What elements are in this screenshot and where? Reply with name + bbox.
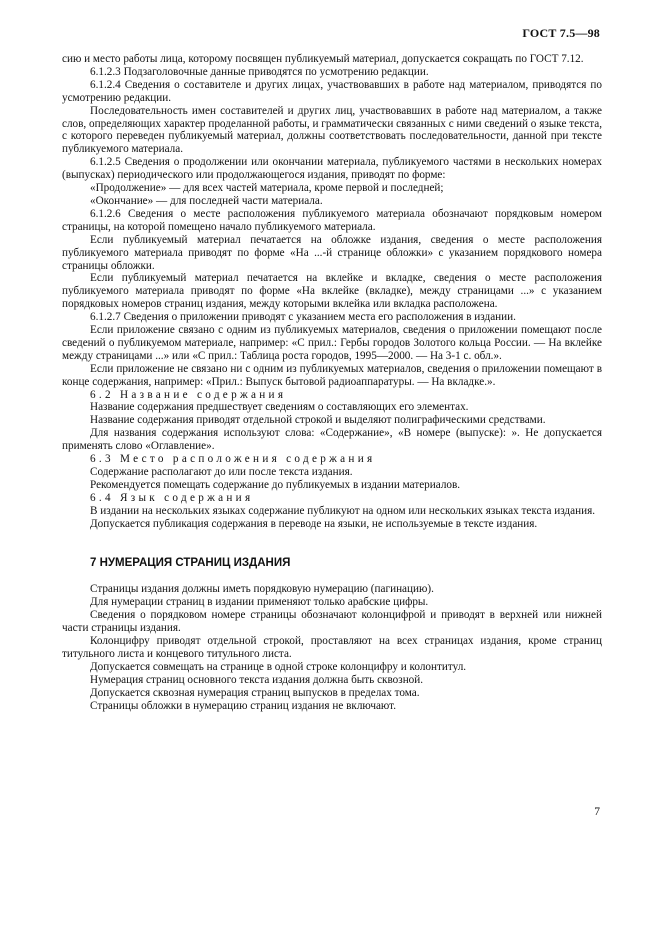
- paragraph: Если публикуемый материал печатается на обложке издания, сведения о месте расположения публикуемого материала приводят по форме «На ...-й странице обложки» с указанием порядкового номера страницы обложки.: [62, 233, 602, 272]
- section-title: 7 НУМЕРАЦИЯ СТРАНИЦ ИЗДАНИЯ: [90, 556, 291, 569]
- paragraph: Название содержания предшествует сведениям о составляющих его элементах.: [90, 401, 469, 414]
- paragraph: Нумерация страниц основного текста издания должна быть сквозной.: [90, 673, 424, 686]
- paragraph: Название содержания приводят отдельной строкой и выделяют полиграфическими средствами.: [90, 414, 546, 427]
- paragraph: В издании на нескольких языках содержание публикуют на одном или нескольких языках текста издания.: [90, 504, 596, 517]
- standard-header: ГОСТ 7.5—98: [522, 26, 600, 40]
- paragraph: Для нумерации страниц в издании применяют только арабские цифры.: [90, 596, 429, 609]
- paragraph: Если публикуемый материал печатается на вклейке и вкладке, сведения о месте расположения публикуемого материала приводят по форме «На вклейке (вкладке), между страницами ...» с указанием порядковых номеров страниц издания, между которыми вклейка или вкладка расположена.: [62, 272, 602, 311]
- paragraph: 6.1.2.4 Сведения о составителе и других лицах, участвовавших в работе над материалом, приводятся по усмотрению редакции.: [62, 78, 602, 104]
- paragraph: 6.1.2.6 Сведения о месте расположения публикуемого материала обозначают порядковым номером страницы, на которой помещено начало публикуемого материала.: [62, 207, 602, 233]
- page-number: 7: [594, 806, 600, 818]
- paragraph: Рекомендуется помещать содержание до публикуемых в издании материалов.: [90, 478, 461, 491]
- body-text: [62, 53, 602, 713]
- paragraph: Колонцифру приводят отдельной строкой, проставляют на всех страницах издания, кроме страниц титульного листа и концевого титульного листа.: [62, 635, 602, 660]
- paragraph: «Окончание» — для последней части материала.: [90, 194, 323, 207]
- paragraph: Если приложение связано с одним из публикуемых материалов, сведения о приложении помещают после сведений о публикуемом материале, например: «С прил.: Гербы городов Золотого кольца России. — На вклейке между страницами ...» или «С прил.: Таблица роста городов, 1995—2000. — На 3-1 с. обл.».: [62, 324, 602, 362]
- paragraph: «Продолжение» — для всех частей материала, кроме первой и последней;: [90, 182, 444, 195]
- paragraph: сию и место работы лица, которому посвящен публикуемый материал, допускается сокращать по ГОСТ 7.12.: [62, 53, 584, 65]
- paragraph: 6.1.2.3 Подзаголовочные данные приводятся по усмотрению редакции.: [90, 65, 429, 78]
- paragraph: Страницы обложки в нумерацию страниц издания не включают.: [90, 699, 396, 712]
- subsection-heading: 6.3 Место расположения содержания: [90, 453, 376, 466]
- subsection-heading: 6.4 Язык содержания: [90, 491, 254, 504]
- paragraph: 6.1.2.7 Сведения о приложении приводят с указанием места его расположения в издании.: [90, 311, 516, 324]
- paragraph: Для названия содержания используют слова: «Содержание», «В номере (выпуске): ». Не допускается применять слово «Оглавление».: [62, 427, 602, 453]
- paragraph: Если приложение не связано ни с одним из публикуемых материалов, сведения о приложении помещают в конце содержания, например: «Прил.: Выпуск бытовой радиоаппаратуры. — На вкладке.».: [62, 362, 602, 388]
- paragraph: Последовательность имен составителей и других лиц, участвовавших в работе над материалом, а также слов, определяющих характер проделанной работы, и грамматически связанных с ними сведений о языке текста, с которого переведен публикуемый материал, должны соответствовать последовательности, данной при тексте публикуемого материала.: [62, 104, 602, 156]
- paragraph: Содержание располагают до или после текста издания.: [90, 466, 353, 478]
- paragraph: Допускается публикация содержания в переводе на языки, не используемые в тексте издания.: [90, 517, 538, 530]
- paragraph: Сведения о порядковом номере страницы обозначают колонцифрой и приводят в верхней или нижней части страницы издания.: [62, 609, 602, 635]
- paragraph: 6.1.2.5 Сведения о продолжении или окончании материала, публикуемого частями в нескольких номерах (выпусках) периодического или продолжающегося издания, приводят по форме:: [62, 156, 602, 182]
- subsection-heading: 6.2 Название содержания: [90, 388, 287, 401]
- paragraph: Допускается сквозная нумерация страниц выпусков в пределах тома.: [90, 686, 420, 699]
- paragraph: Страницы издания должны иметь порядковую нумерацию (пагинацию).: [90, 583, 434, 596]
- paragraph: Допускается совмещать на странице в одной строке колонцифру и колонтитул.: [90, 660, 467, 673]
